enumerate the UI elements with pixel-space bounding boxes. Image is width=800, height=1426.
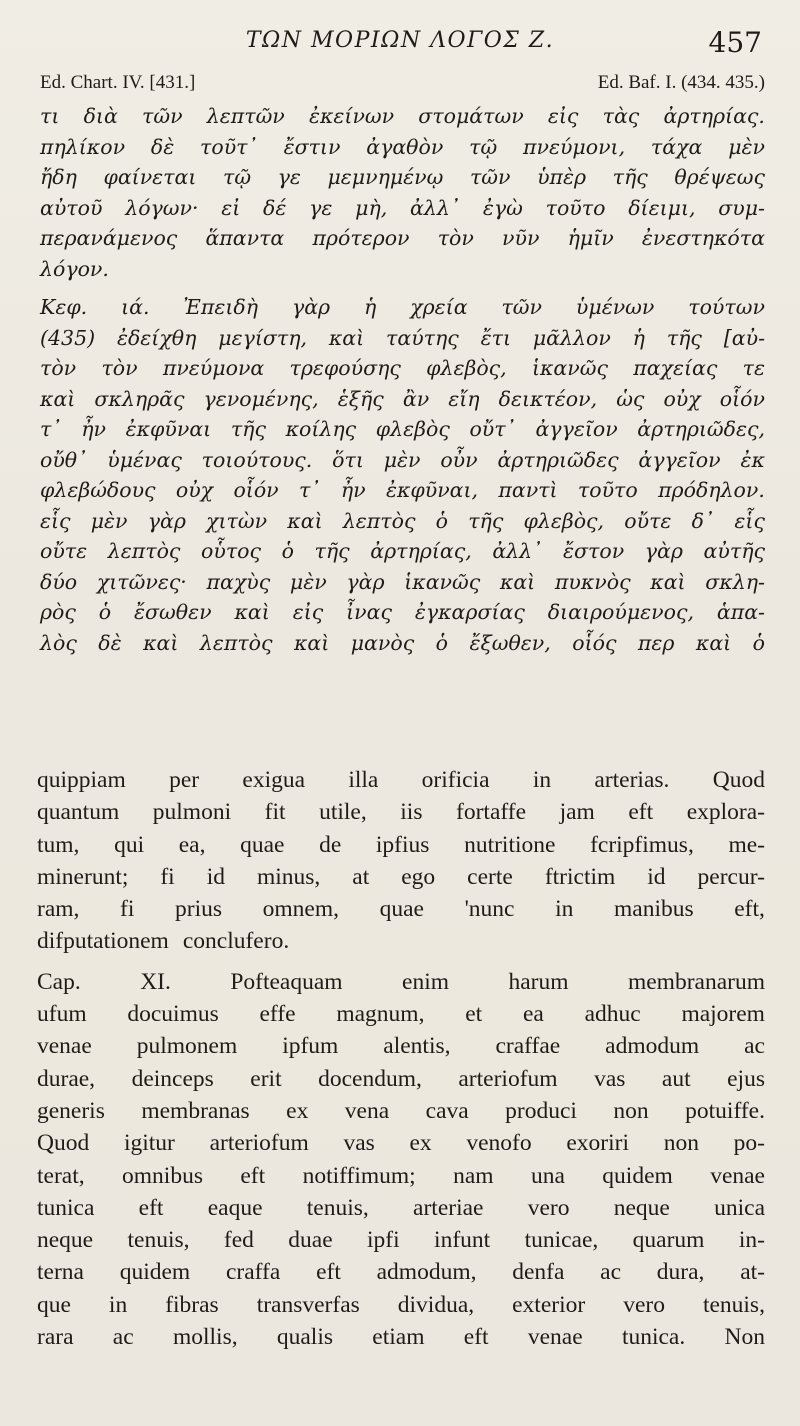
text-line: terna quidem craffa eft admodum, denfa ac dura, at- [37, 1259, 765, 1286]
text-line: Κεφ. ιά. Ἐπειδὴ γὰρ ἡ χρεία τῶν ὑμένων τούτων [40, 295, 765, 319]
text-line: περανάμενος ἅπαντα πρότερον τὸν νῦν ἡμῖν ἐνεστηκότα [40, 226, 765, 250]
page-number: 457 [708, 26, 762, 59]
text-line: tum, qui ea, quae de ipfius nutritione fcripfimus, me- [37, 831, 765, 858]
edition-chartier: Ed. Chart. IV. [431.] [40, 72, 196, 93]
text-line: ρὸς ὁ ἔσωθεν καὶ εἰς ἶνας ἐγκαρσίας διαιρούμενος, ἁπα- [40, 600, 765, 624]
text-line: Quod igitur arteriofum vas ex venofo exoriri non po- [37, 1130, 765, 1157]
edition-basel: Ed. Baf. I. (434. 435.) [597, 72, 765, 93]
text-line: durae, deinceps erit docendum, arteriofum vas aut ejus [37, 1065, 765, 1092]
text-line: δύο χιτῶνες· παχὺς μὲν γὰρ ἱκανῶς καὶ πυκνὸς καὶ σκλη- [40, 569, 765, 594]
text-line: difputationem conclufero. [37, 928, 290, 955]
text-line: quantum pulmoni fit utile, iis fortaffe jam eft explora- [37, 799, 765, 826]
text-line: λὸς δὲ καὶ λεπτὸς καὶ μανὸς ὁ ἔξωθεν, οἷός περ καὶ ὁ [40, 630, 765, 655]
text-line: οὔτε λεπτὸς οὗτος ὁ τῆς ἀρτηρίας, ἀλλ᾽ ἔστον γὰρ αὐτῆς [40, 539, 765, 563]
paragraph-gap [37, 958, 765, 966]
text-line: rara ac mollis, qualis etiam eft venae tunica. Non [37, 1324, 765, 1351]
text-line: αὐτοῦ λόγων· εἰ δέ γε μὴ, ἀλλ᾽ ἐγὼ τοῦτο δίειμι, συμ- [40, 195, 765, 220]
text-line: quippiam per exigua illa orificia in arterias. Quod [37, 767, 765, 793]
text-line: ufum docuimus effe magnum, et ea adhuc majorem [37, 1001, 765, 1028]
text-line: εἷς μὲν γὰρ χιτὼν καὶ λεπτὸς ὁ τῆς φλεβὸς, οὔτε δ᾽ εἷς [40, 508, 765, 533]
text-line: (435) ἐδείχθη μεγίστη, καὶ ταύτης ἔτι μᾶλλον ἡ τῆς [αὐ- [40, 325, 765, 350]
text-line: Cap. XI. Pofteaquam enim harum membranarum [37, 968, 765, 995]
text-line: generis membranas ex vena cava produci non potuiffe. [37, 1097, 765, 1124]
text-line: τὸν τὸν πνεύμονα τρεφούσης φλεβὸς, ἱκανῶς παχείας τε [40, 356, 765, 380]
greek-text-block [40, 101, 765, 658]
text-line: φλεβώδους οὐχ οἷόν τ᾽ ἦν ἐκφῦναι, παντὶ τοῦτο πρόδηλον. [40, 478, 765, 502]
text-line: τι διὰ τῶν λεπτῶν ἐκείνων στομάτων εἰς τὰς ἀρτηρίας. [40, 104, 765, 128]
page-header [0, 22, 800, 58]
edition-references [40, 72, 765, 98]
text-line: πηλίκον δὲ τοῦτ᾽ ἔστιν ἀγαθὸν τῷ πνεύμονι, τάχα μὲν [40, 134, 765, 159]
text-line: τ᾽ ἦν ἐκφῦναι τῆς κοίλης φλεβὸς οὔτ᾽ ἀγγεῖον ἀρτηριῶδες, [40, 417, 765, 441]
paragraph-gap [40, 284, 765, 292]
text-line: venae pulmonem ipfum alentis, craffae admodum ac [37, 1033, 765, 1060]
text-line: que in fibras transverfas dividua, exterior vero tenuis, [37, 1291, 765, 1318]
text-line: ram, fi prius omnem, quae 'nunc in manibus eft, [37, 896, 765, 923]
text-line: tunica eft eaque tenuis, arteriae vero neque unica [37, 1194, 765, 1221]
text-line: λόγον. [40, 256, 109, 281]
text-line: οὔθ᾽ ὑμένας τοιούτους. ὅτι μὲν οὖν ἀρτηριῶδες ἀγγεῖον ἐκ [40, 447, 765, 472]
text-line: ἤδη φαίνεται τῷ γε μεμνημένῳ τῶν ὑπὲρ τῆς θρέψεως [40, 165, 765, 189]
text-line: terat, omnibus eft notiffimum; nam una quidem venae [37, 1162, 765, 1189]
text-line: καὶ σκληρᾶς γενομένης, ἑξῆς ἂν εἴη δεικτέον, ὡς οὐχ οἷόν [40, 386, 765, 411]
latin-text-block [37, 764, 765, 1353]
text-line: neque tenuis, fed duae ipfi infunt tunicae, quarum in- [37, 1227, 765, 1254]
running-title: ΤΩΝ ΜΟΡΙΩΝ ΛΟΓΟΣ Ζ. [245, 28, 555, 53]
text-line: minerunt; fi id minus, at ego certe ftrictim id percur- [37, 863, 765, 890]
